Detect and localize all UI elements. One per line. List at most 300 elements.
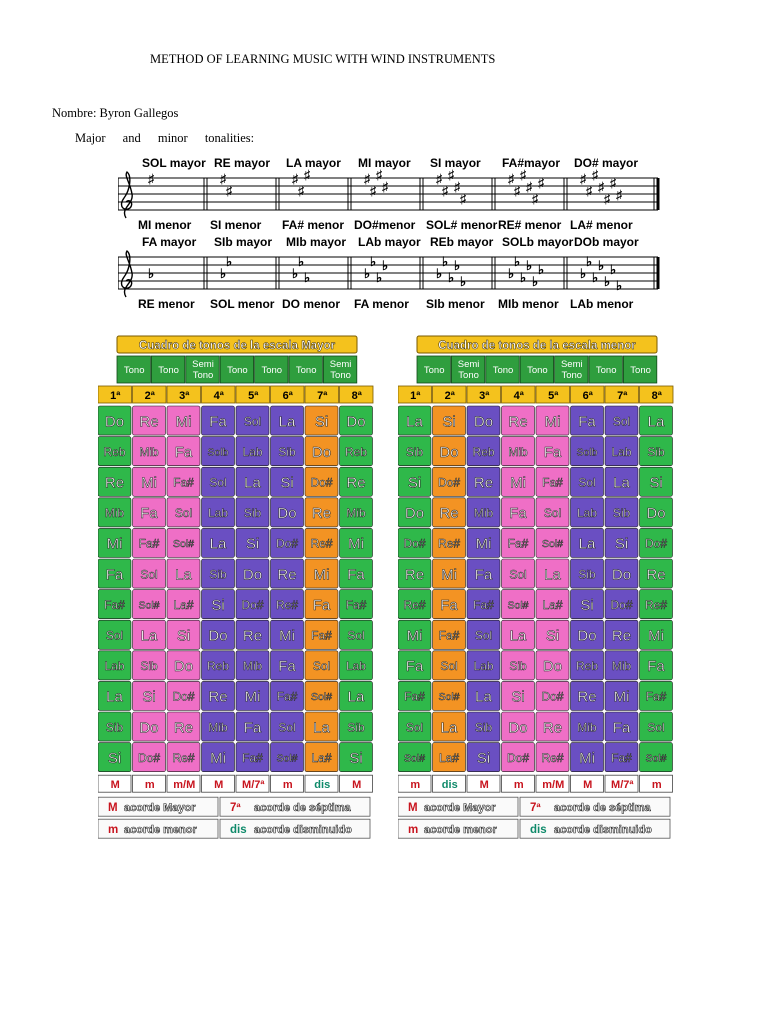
note-label: Sib [405, 444, 424, 459]
note-label: Do [277, 505, 297, 523]
note-label: Sol [243, 414, 262, 429]
minor-key-label: DO menor [282, 297, 341, 311]
note-label: Fa [405, 658, 424, 676]
sharp-icon: ♯ [616, 187, 623, 202]
note-label: Sol# [172, 538, 195, 551]
note-label: Mib [611, 659, 632, 674]
minor-key-label: MI menor [138, 218, 192, 232]
note-label: Sol# [645, 752, 667, 765]
note-label: Sol [105, 628, 124, 643]
note-label: Fa# [611, 750, 632, 765]
note-label: Sol [347, 628, 365, 643]
note-label: Fa# [276, 689, 298, 704]
major-key-label: RE mayor [214, 156, 271, 170]
step-label: Tono [527, 365, 548, 376]
sharp-icon: ♯ [442, 183, 449, 198]
sharp-icon: ♯ [148, 171, 155, 186]
note-label: Re [208, 688, 228, 706]
major-key-label: FA#mayor [502, 156, 561, 170]
degree-label: 6ª [582, 390, 593, 402]
note-label: La# [173, 597, 194, 612]
sharp-icon: ♯ [376, 167, 383, 182]
note-label: Mi [348, 535, 364, 553]
sharp-icon: ♯ [454, 179, 461, 194]
note-label: Reb [206, 659, 230, 674]
sharp-icon: ♯ [538, 175, 545, 190]
note-label: Do [208, 627, 228, 645]
legend-text: acorde disminuido [254, 824, 352, 837]
flat-icon: ♭ [538, 262, 545, 277]
note-label: Fa [312, 596, 331, 614]
note-label: Do# [610, 597, 633, 612]
note-label: Sol# [138, 599, 160, 612]
note-label: Do [611, 566, 632, 584]
note-label: Fa# [473, 597, 494, 612]
note-label: Re [277, 566, 297, 584]
note-label: Re [139, 413, 159, 431]
note-label: Sol# [403, 752, 426, 765]
sharp-icon: ♯ [610, 175, 617, 190]
note-label: Si [476, 749, 491, 767]
chord-label: m [410, 779, 421, 792]
chord-label: M/7ª [611, 779, 634, 792]
degree-label: 6ª [282, 390, 293, 402]
note-label: Fa [278, 658, 296, 676]
degree-label: 3ª [479, 390, 490, 402]
note-label: Sib [278, 444, 296, 459]
note-label: Si [614, 535, 629, 553]
flat-icon: ♭ [382, 258, 389, 273]
note-label: Do# [275, 536, 299, 551]
staff [118, 235, 658, 311]
note-label: Mi [613, 688, 630, 706]
note-label: Fa [209, 413, 227, 431]
chord-label: m [144, 779, 155, 792]
note-label: Do [242, 566, 263, 584]
note-label: Re# [172, 750, 195, 765]
sharp-icon: ♯ [226, 183, 233, 198]
major-key-label: REb mayor [430, 235, 494, 249]
sharp-icon: ♯ [364, 171, 371, 186]
note-label: Sol# [276, 752, 298, 765]
degree-label: 5ª [548, 390, 559, 402]
note-label: La [347, 688, 365, 706]
flat-icon: ♭ [526, 258, 533, 273]
major-key-label: SOL mayor [142, 156, 206, 170]
note-label: La [578, 535, 596, 553]
note-label: La# [438, 750, 460, 765]
flat-icon: ♭ [148, 266, 155, 281]
note-label: Re [439, 505, 459, 523]
note-label: Sib [243, 506, 262, 521]
note-label: Fa [347, 566, 365, 584]
note-label: Mi [510, 474, 526, 492]
note-label: Si [142, 688, 156, 706]
flat-icon: ♭ [520, 270, 527, 285]
note-label: La [544, 566, 561, 584]
note-label: Fa# [507, 536, 529, 551]
note-label: Re# [403, 597, 426, 612]
note-label: Fa [474, 566, 493, 584]
note-label: Re [311, 505, 332, 523]
minor-key-label: FA menor [354, 297, 409, 311]
degree-label: 5ª [248, 390, 259, 402]
flat-icon: ♭ [364, 266, 371, 281]
note-label: Sol [440, 659, 458, 674]
major-key-label: LA mayor [286, 156, 341, 170]
note-label: Sib [347, 720, 365, 735]
flat-icon: ♭ [586, 254, 593, 269]
major-key-label: DOb mayor [574, 235, 639, 249]
note-label: Si [176, 627, 191, 645]
minor-key-label: LA# menor [570, 218, 633, 232]
note-label: Fa [543, 443, 562, 461]
note-label: Re# [644, 597, 668, 612]
legend-text: acorde disminuido [554, 824, 652, 837]
flat-icon: ♭ [580, 266, 587, 281]
note-label: Fa [612, 719, 631, 737]
note-label: Solb [207, 446, 229, 459]
note-label: Sib [647, 444, 665, 459]
degree-label: 4ª [213, 390, 224, 402]
note-label: Sib [612, 506, 631, 521]
flat-icon: ♭ [454, 258, 461, 273]
legend-text: acorde Mayor [424, 802, 496, 815]
student-name: Nombre: Byron Gallegos [52, 106, 179, 120]
step-label: Tono [227, 365, 248, 376]
legend-symbol: m [108, 824, 119, 837]
chord-label: dis [314, 779, 331, 792]
step-label: Tono [295, 365, 317, 376]
note-label: Mi [141, 474, 157, 492]
note-label: Re [473, 474, 494, 492]
note-label: Do [577, 627, 597, 645]
note-label: Mi [175, 413, 192, 431]
flat-icon: ♭ [598, 258, 605, 273]
step-label: Tono [330, 370, 351, 381]
flat-icon: ♭ [532, 274, 539, 289]
step-label: Semi [192, 359, 214, 370]
sharp-icon: ♯ [580, 171, 587, 186]
note-label: Do# [506, 750, 530, 765]
major-key-label: MI mayor [358, 156, 411, 170]
note-label: La [475, 688, 492, 706]
note-label: Do# [644, 536, 668, 551]
note-label: Sib [509, 659, 527, 674]
note-label: Mib [242, 659, 263, 674]
note-label: Fa# [404, 689, 425, 704]
note-label: Fa [440, 596, 458, 614]
note-label: Re [242, 627, 263, 645]
note-label: Mib [346, 506, 366, 521]
note-label: Sib [474, 720, 493, 735]
note-label: Fa# [138, 536, 160, 551]
chord-label: M/7ª [242, 779, 265, 792]
note-label: Si [107, 749, 122, 767]
chord-label: M [352, 779, 362, 792]
note-label: Sol [209, 475, 227, 490]
chord-label: dis [441, 779, 458, 792]
minor-key-label: RE# menor [498, 218, 562, 232]
note-label: Sol# [507, 599, 529, 612]
staff [118, 156, 658, 232]
note-label: Si [649, 474, 663, 492]
step-label: Tono [595, 365, 617, 376]
major-key-label: MIb mayor [286, 235, 347, 249]
note-label: Sib [578, 567, 596, 582]
flat-icon: ♭ [460, 274, 467, 289]
flat-icon: ♭ [304, 270, 311, 285]
note-label: La [278, 413, 296, 431]
note-label: Fa# [345, 597, 367, 612]
note-label: Mi [244, 688, 261, 706]
sharp-icon: ♯ [292, 171, 299, 186]
note-label: Re# [310, 536, 333, 551]
note-label: La [406, 413, 423, 431]
note-label: Do [473, 413, 494, 431]
note-label: Re [346, 474, 366, 492]
note-label: Do# [541, 689, 564, 704]
note-label: Sib [140, 659, 158, 674]
note-label: La [613, 474, 630, 492]
chart-title: Cuadro de tonos de la escala Mayor [138, 340, 336, 352]
note-label: Mi [106, 535, 123, 553]
step-label: Tono [123, 365, 145, 376]
note-label: Do# [172, 689, 195, 704]
sharp-icon: ♯ [514, 183, 521, 198]
minor-key-label: SI menor [210, 218, 262, 232]
note-label: Mi [313, 566, 330, 584]
degree-label: 8ª [351, 390, 362, 402]
note-label: Lab [207, 506, 229, 521]
chord-label: M [583, 779, 593, 792]
sharp-icon: ♯ [298, 183, 305, 198]
note-label: Sol [312, 659, 331, 674]
note-label: Reb [344, 444, 368, 459]
note-label: Lab [242, 444, 263, 459]
note-label: Mib [577, 720, 597, 735]
flat-icon: ♭ [370, 254, 377, 269]
note-label: Fa# [542, 475, 563, 490]
legend-symbol: dis [530, 824, 547, 837]
note-label: Re [577, 688, 597, 706]
sharp-icon: ♯ [382, 179, 389, 194]
step-label: Tono [458, 370, 479, 381]
note-label: Do [404, 505, 425, 523]
step-label: Tono [561, 370, 583, 381]
note-label: Do [439, 443, 459, 461]
note-label: Sol [140, 567, 158, 582]
sharp-icon: ♯ [598, 179, 605, 194]
degree-label: 2ª [444, 390, 455, 402]
note-label: Do# [137, 750, 161, 765]
step-label: Tono [192, 370, 214, 381]
note-label: Mi [648, 627, 664, 645]
note-label: Fa# [438, 628, 460, 643]
major-key-label: SOLb mayor [502, 235, 574, 249]
note-label: Mi [579, 749, 595, 767]
legend-text: acorde de séptima [554, 802, 651, 815]
major-key-label: FA mayor [142, 235, 197, 249]
note-label: Mib [473, 506, 494, 521]
legend-text: acorde de séptima [254, 802, 351, 815]
document-title: METHOD OF LEARNING MUSIC WITH WIND INSTRUMENTS [150, 52, 496, 66]
legend-symbol: M [108, 802, 118, 815]
major-key-label: DO# mayor [574, 156, 639, 170]
step-label: Semi [329, 359, 352, 370]
note-label: Mib [208, 720, 228, 735]
note-label: Do [173, 658, 194, 676]
note-label: Lab [611, 444, 632, 459]
sharp-icon: ♯ [460, 191, 467, 206]
note-label: Fa [140, 505, 158, 523]
note-label: Do [139, 719, 159, 737]
note-label: La [440, 719, 458, 737]
legend-symbol: 7ª [530, 802, 541, 815]
note-label: Fa [647, 658, 665, 676]
note-label: Do# [403, 536, 426, 551]
flat-icon: ♭ [610, 262, 617, 277]
note-label: Fa# [645, 689, 667, 704]
note-label: Re [542, 719, 563, 737]
flat-icon: ♭ [298, 254, 305, 269]
major-key-label: LAb mayor [358, 235, 421, 249]
note-label: Mib [508, 444, 528, 459]
note-label: Re [104, 474, 125, 492]
chord-label: M [479, 779, 489, 792]
note-label: Sol [174, 506, 193, 521]
minor-key-label: SOL# menor [426, 218, 498, 232]
note-label: Fa [509, 505, 527, 523]
note-label: Lab [473, 659, 494, 674]
note-label: La [140, 627, 158, 645]
major-key-label: SIb mayor [214, 235, 273, 249]
note-label: Lab [104, 659, 125, 674]
note-label: Si [511, 688, 525, 706]
degree-label: 3ª [179, 390, 190, 402]
note-label: Sol [612, 414, 631, 429]
note-label: Sol# [541, 538, 564, 551]
note-label: Si [545, 627, 560, 645]
note-label: La [509, 627, 527, 645]
minor-key-label: RE menor [138, 297, 195, 311]
flat-icon: ♭ [616, 278, 623, 293]
degree-label: 2ª [144, 390, 155, 402]
note-label: La [647, 413, 665, 431]
flat-icon: ♭ [442, 254, 449, 269]
note-label: Do# [241, 597, 264, 612]
step-label: Tono [492, 365, 514, 376]
note-label: Do [104, 413, 125, 431]
sharp-icon: ♯ [220, 171, 227, 186]
note-label: Si [245, 535, 260, 553]
chord-label: M [214, 779, 224, 792]
flat-icon: ♭ [448, 270, 455, 285]
chord-label: m/M [542, 779, 565, 792]
note-label: Si [211, 596, 225, 614]
minor-key-label: FA# menor [282, 218, 345, 232]
sharp-icon: ♯ [592, 167, 599, 182]
note-label: Sol [474, 628, 493, 643]
chart-title: Cuadro de tonos de la escala menor [438, 340, 636, 352]
major-key-label: SI mayor [430, 156, 481, 170]
sharp-icon: ♯ [448, 167, 455, 182]
flat-icon: ♭ [508, 266, 515, 281]
note-label: Do [311, 443, 332, 461]
note-label: La [175, 566, 192, 584]
note-label: Re [173, 719, 194, 737]
chord-label: m/M [173, 779, 196, 792]
note-label: Si [580, 596, 594, 614]
minor-key-label: SOL menor [210, 297, 275, 311]
chord-label: m [282, 779, 293, 792]
step-label: Tono [423, 365, 445, 376]
minor-key-label: LAb menor [570, 297, 634, 311]
degree-label: 4ª [513, 390, 524, 402]
note-label: Lab [576, 506, 598, 521]
treble-clef-icon [122, 172, 133, 218]
flat-icon: ♭ [226, 254, 233, 269]
note-label: La [313, 719, 330, 737]
note-label: Si [314, 413, 329, 431]
note-label: Mi [475, 535, 492, 553]
note-label: Mi [210, 749, 226, 767]
note-label: Re [611, 627, 632, 645]
sharp-icon: ♯ [586, 183, 593, 198]
sharp-icon: ♯ [526, 179, 533, 194]
note-label: Mi [406, 627, 423, 645]
chord-label: m [651, 779, 662, 792]
degree-label: 7ª [317, 390, 328, 402]
note-label: Sol# [310, 691, 333, 704]
note-label: Lab [345, 659, 367, 674]
legend-text: acorde menor [424, 824, 497, 837]
minor-key-label: MIb menor [498, 297, 559, 311]
note-label: Do [542, 658, 563, 676]
step-label: Semi [457, 359, 480, 370]
note-label: Fa [105, 566, 124, 584]
note-label: Mib [104, 506, 125, 521]
sharp-icon: ♯ [370, 183, 377, 198]
step-label: Tono [158, 365, 179, 376]
sharp-icon: ♯ [520, 167, 527, 182]
note-label: Reb [575, 659, 599, 674]
note-label: Sol [278, 720, 296, 735]
note-label: Do [346, 413, 366, 431]
major-scale-chart [98, 335, 383, 845]
note-label: La [106, 688, 123, 706]
minor-key-label: SIb menor [426, 297, 485, 311]
note-label: Fa# [242, 750, 263, 765]
flat-icon: ♭ [604, 274, 611, 289]
flat-icon: ♭ [376, 270, 383, 285]
note-label: Fa [174, 443, 193, 461]
note-label: Do [646, 505, 666, 523]
note-label: Do# [310, 475, 333, 490]
note-label: Sol [578, 475, 596, 490]
note-label: Sol [647, 720, 665, 735]
sharp-icon: ♯ [532, 191, 539, 206]
degree-label: 1ª [410, 390, 421, 402]
note-label: Si [442, 413, 456, 431]
note-label: Mi [279, 627, 295, 645]
note-label: Si [280, 474, 294, 492]
sharp-icon: ♯ [604, 191, 611, 206]
chord-label: M [110, 779, 120, 792]
legend-symbol: 7ª [230, 802, 241, 815]
note-label: Fa# [104, 597, 125, 612]
note-label: Re [404, 566, 425, 584]
